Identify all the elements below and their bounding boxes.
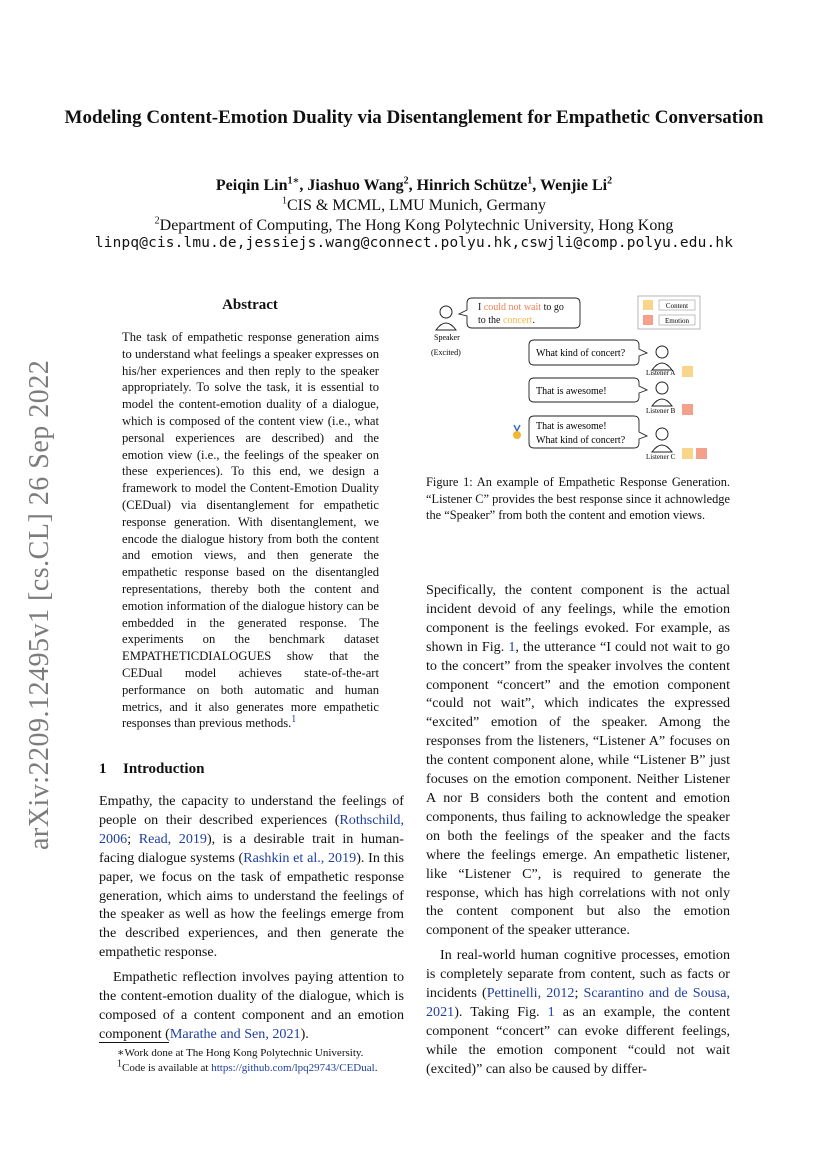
footnote-rule [99,1042,169,1043]
text-run: Empathetic reflection involves paying attention to the content-emotion duality of the dialogue, which is composed of a content component and an emotion component ( [99,969,404,1042]
citation-link[interactable]: Rashkin et al., 2019 [243,849,357,866]
listener-a-person-icon [652,346,672,370]
speaker-label: Speaker [434,333,460,342]
listener-c-utterance-line2: What kind of concert? [536,435,626,446]
affiliation-1 [40,196,788,216]
listener-a-utterance: What kind of concert? [536,348,626,359]
author-name: Jiashuo Wang [307,177,404,194]
text-run: Empathy, the capacity to understand the feelings of people on their described experiences ( [99,793,404,828]
utterance-run-black: to go [541,302,564,313]
listener-c-content-swatch [682,448,693,459]
text-run: In real-world human cognitive processes, emotion is completely separate from content, such as facts or incidents ( [426,947,730,1002]
speaker-state: (Excited) [431,348,461,357]
citation-link[interactable]: Scarantino and de Sousa, 2021 [426,985,730,1020]
figure-1 [426,292,736,464]
speaker-utterance-line2 [478,315,535,326]
legend-swatch-emotion [643,315,653,325]
author-name: Peiqin Lin [215,177,288,194]
listener-c-utterance-line1: That is awesome! [536,421,607,432]
footnote-code [99,1058,404,1076]
listener-b-label: Listener B [646,407,676,415]
author-block [40,176,788,236]
author-emails[interactable]: linpq@cis.lmu.de,jessiejs.wang@connect.polyu.hk,cswjli@comp.polyu.edu.hk [94,235,734,251]
text-run: ; [574,985,584,1002]
listener-b-utterance: That is awesome! [536,386,607,397]
citation-link[interactable]: 1 [508,638,516,655]
citation-link[interactable]: 1 [547,1003,555,1020]
medal-icon [513,425,521,439]
figure-1-diagram [426,292,736,464]
paragraph [99,968,404,1044]
section-number: 1 [99,761,107,777]
author-sup: 1∗ [287,175,300,187]
text-run: ; [127,830,139,847]
introduction-body [99,792,404,1044]
text-run: ), is a desirable trait in human-facing dialogue systems ( [99,830,404,866]
listener-b-emotion-swatch [682,404,693,415]
utterance-run-black: . [532,315,535,326]
text-run: Specifically, the content component is the actual incident devoid of any feelings, while the emotion component is the feelings evoked. For example, as shown in Fig. [426,582,730,655]
author-names: Peiqin Lin$^{1∗}$, Jiashuo Wang$^2$, Hinrich Schütze$^1$, Wenjie Li$^2$ [215,175,613,194]
text-run: , the utterance “I could not wait to go to the concert” from the speaker involves the content component “concert” and the emotion component “could not wait”, which indicates the expressed “excited” emotion of the speaker. Among the responses from the listeners, “Listener A” focuses on the content component alone, while “Listener B” just focuses on the emotion component. Neither Listener A nor B considers both the content and emotion components, thus failing to acknowledge the speaker on both the feelings of the speaker and the facts where the feelings emerge. An empathetic listener, like “Listener C”, is required to generate the response, which has high correlations with not only the content component but also the emotion component of the speaker utterance. [426,638,730,939]
paragraph [99,792,404,962]
right-column-body [426,581,730,1079]
footnote-text: Code is available at [122,1062,212,1074]
figure-1-caption: Figure 1: An example of Empathetic Response Generation. “Listener C” provides the best response since it achnowledge the “Speaker” from both the content and emotion views. [426,475,730,522]
text-run: ). Taking Fig. [454,1003,548,1020]
citation-link[interactable]: Marathe and Sen, 2021 [169,1025,301,1042]
listener-a-label: Listener A [646,369,676,377]
author-sup: 2 [403,175,409,187]
affiliation-sup: 1 [281,195,287,207]
section-title: Introduction [123,761,205,777]
affiliation-text: Department of Computing, The Hong Kong Polytechnic University, Hong Kong [159,217,674,234]
text-run: ). In this paper, we focus on the task of empathetic response generation, which aims to understand the feelings of the speaker as well as how the feelings emerge from the described experiences, and then generate the empathetic response. [99,849,404,961]
abstract-text: The task of empathetic response generation aims to understand what feelings a speaker expresses on his/her experiences and then reply to the speaker appropriately. To solve the task, it is essential to model the content-emotion duality of a dialogue, which is composed of the content view (i.e., what personal experiences are described) and the emotion view (i.e., the feelings of the speaker on these experiences). To this end, we design a framework to model the Content-Emotion Duality (CEDual) via disentanglement for empathetic response generation. With disentanglement, we encode the dialogue history from both the content and emotion views, and then generate the empathetic response based on the disentangled representations, thereby both the content and emotion information of the dialogue history can be embedded in the generated response. The experiments on the benchmark dataset EMPATHETICDIALOGUES show that the CEDual model achieves state-of-the-art performance on both automatic and human metrics, and it also generates more empathetic responses than previous methods. [122,330,379,731]
legend-label-content: Content [665,302,689,310]
text-run: ). [300,1025,309,1042]
speaker-utterance-line1 [478,302,564,313]
utterance-run-content: concert [503,315,533,326]
author-name: Wenjie Li [539,177,608,194]
footnote-punct: . [374,1062,378,1074]
author-sup: 2 [607,175,613,187]
author-sup: 1 [527,175,533,187]
footnote-marker[interactable]: 1 [291,714,297,726]
utterance-run-black: I [478,302,484,313]
listener-a-content-swatch [682,366,693,377]
listener-c-emotion-swatch [696,448,707,459]
footnote-star: ∗Work done at The Hong Kong Polytechnic University. [117,1047,364,1059]
utterance-run-emotion: could not wait [483,302,542,313]
speaker-person-icon [436,306,456,330]
listener-c-person-icon [652,428,672,452]
author-name: Hinrich Schütze [416,177,528,194]
footnotes [99,1046,404,1076]
section-heading-introduction [99,761,404,778]
affiliation-2 [40,216,788,236]
paragraph [426,581,730,940]
utterance-run-black: to the [478,315,503,326]
footnote-mark: 1 [117,1058,122,1070]
citation-link[interactable]: Rothschild, 2006 [99,811,404,847]
listener-c-label: Listener C [646,453,676,461]
legend-swatch-content [643,300,653,310]
arxiv-stamp: arXiv:2209.12495v1 [cs.CL] 26 Sep 2022 [24,359,55,850]
citation-link[interactable]: Pettinelli, 2012 [486,985,575,1002]
listener-b-person-icon [652,382,672,406]
paragraph [426,946,730,1078]
legend-label-emotion: Emotion [664,317,690,325]
text-run: as an example, the content component “concert” can evoke different feelings, while the emotion component “could not wait (excited)” can also be caused by differ- [426,1003,730,1077]
abstract-body [122,329,379,732]
code-link[interactable]: https://github.com/lpq29743/CEDual [211,1062,375,1074]
paper-title: Modeling Content-Emotion Duality via Disentanglement for Empathetic Conversation [64,107,764,128]
affiliation-sup: 2 [154,215,160,227]
abstract-heading: Abstract [222,297,278,313]
affiliation-text: CIS & MCML, LMU Munich, Germany [286,197,547,214]
citation-link[interactable]: Read, 2019 [138,830,207,847]
